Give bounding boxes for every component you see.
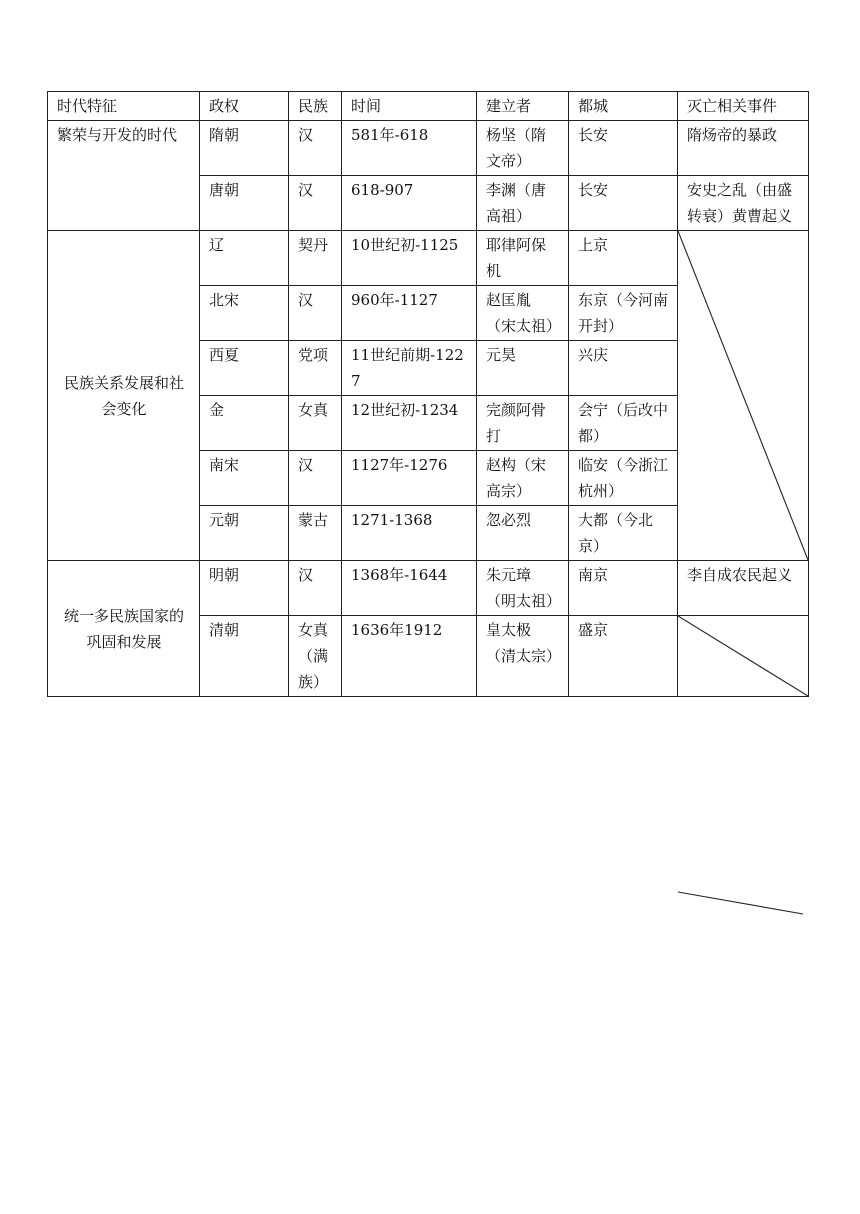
founder-cell: 耶律阿保机 <box>477 231 569 286</box>
header-era: 时代特征 <box>48 92 200 121</box>
ethnicity-cell: 女真 <box>289 396 342 451</box>
ethnicity-cell: 汉 <box>289 286 342 341</box>
era-cell: 民族关系发展和社会变化 <box>48 231 200 561</box>
regime-cell: 清朝 <box>200 616 289 697</box>
regime-cell: 金 <box>200 396 289 451</box>
founder-cell: 赵匡胤（宋太祖） <box>477 286 569 341</box>
era-cell: 繁荣与开发的时代 <box>48 121 200 231</box>
founder-cell: 朱元璋（明太祖） <box>477 561 569 616</box>
header-capital: 都城 <box>569 92 678 121</box>
founder-cell: 杨坚（隋文帝） <box>477 121 569 176</box>
founder-cell: 皇太极（清太宗） <box>477 616 569 697</box>
founder-cell: 完颜阿骨打 <box>477 396 569 451</box>
capital-cell: 南京 <box>569 561 678 616</box>
capital-cell: 长安 <box>569 121 678 176</box>
regime-cell: 隋朝 <box>200 121 289 176</box>
regime-cell: 南宋 <box>200 451 289 506</box>
time-cell: 581年-618 <box>342 121 477 176</box>
regime-cell: 辽 <box>200 231 289 286</box>
founder-cell: 元昊 <box>477 341 569 396</box>
time-cell: 11世纪前期-1227 <box>342 341 477 396</box>
capital-cell: 兴庆 <box>569 341 678 396</box>
fall-event-cell: 安史之乱（由盛转衰）黄曹起义 <box>678 176 809 231</box>
header-regime: 政权 <box>200 92 289 121</box>
time-cell: 1127年-1276 <box>342 451 477 506</box>
ethnicity-cell: 汉 <box>289 176 342 231</box>
capital-cell: 东京（今河南开封） <box>569 286 678 341</box>
founder-cell: 忽必烈 <box>477 506 569 561</box>
time-cell: 10世纪初-1125 <box>342 231 477 286</box>
capital-cell: 上京 <box>569 231 678 286</box>
time-cell: 960年-1127 <box>342 286 477 341</box>
regime-cell: 北宋 <box>200 286 289 341</box>
founder-cell: 赵构（宋高宗） <box>477 451 569 506</box>
capital-cell: 盛京 <box>569 616 678 697</box>
fall-event-cell: 隋炀帝的暴政 <box>678 121 809 176</box>
regime-cell: 唐朝 <box>200 176 289 231</box>
ethnicity-cell: 契丹 <box>289 231 342 286</box>
ethnicity-cell: 蒙古 <box>289 506 342 561</box>
capital-cell: 临安（今浙江杭州） <box>569 451 678 506</box>
regime-cell: 西夏 <box>200 341 289 396</box>
time-cell: 1271-1368 <box>342 506 477 561</box>
time-cell: 1368年-1644 <box>342 561 477 616</box>
header-ethnicity: 民族 <box>289 92 342 121</box>
regime-cell: 明朝 <box>200 561 289 616</box>
capital-cell: 会宁（后改中都） <box>569 396 678 451</box>
capital-cell: 大都（今北京） <box>569 506 678 561</box>
founder-cell: 李渊（唐高祖） <box>477 176 569 231</box>
fall-event-cell: 李自成农民起义 <box>678 561 809 616</box>
regime-cell: 元朝 <box>200 506 289 561</box>
header-time: 时间 <box>342 92 477 121</box>
time-cell: 618-907 <box>342 176 477 231</box>
ethnicity-cell: 汉 <box>289 121 342 176</box>
ethnicity-cell: 汉 <box>289 561 342 616</box>
ethnicity-cell: 女真（满族） <box>289 616 342 697</box>
time-cell: 1636年1912 <box>342 616 477 697</box>
header-fall-event: 灭亡相关事件 <box>678 92 809 121</box>
header-founder: 建立者 <box>477 92 569 121</box>
ethnicity-cell: 汉 <box>289 451 342 506</box>
time-cell: 12世纪初-1234 <box>342 396 477 451</box>
ethnicity-cell: 党项 <box>289 341 342 396</box>
era-cell: 统一多民族国家的巩固和发展 <box>48 561 200 697</box>
capital-cell: 长安 <box>569 176 678 231</box>
